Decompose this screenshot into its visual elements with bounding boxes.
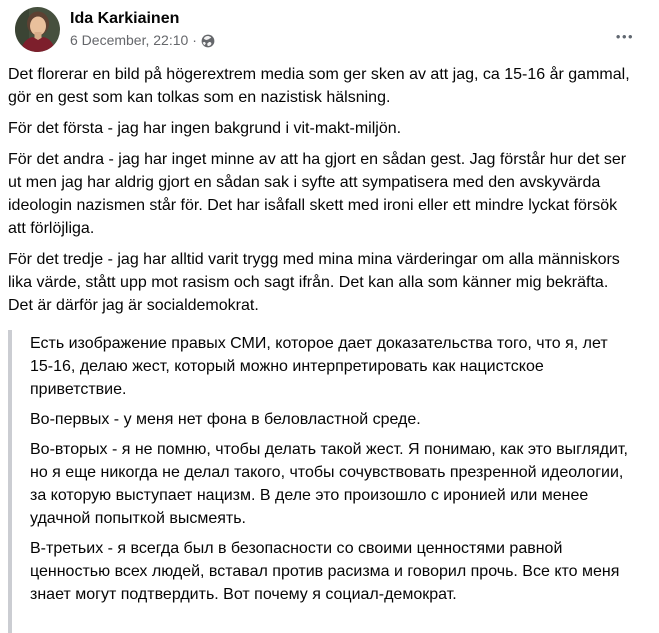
post-meta bbox=[70, 31, 215, 50]
translation-quote-block bbox=[8, 330, 635, 633]
post-paragraph: Det florerar en bild på högerextrem media som ger sken av att jag, ca 15-16 år gammal, gör en gest som kan tolkas som en nazistisk hälsning. bbox=[8, 66, 630, 106]
timestamp[interactable]: 6 December, 22:10 bbox=[70, 32, 189, 48]
quote-paragraph: Во-первых - у меня нет фона в беловластной среде. bbox=[30, 411, 421, 428]
quote-paragraph: В-третьих - я всегда был в безопасности со своими ценностями равной ценностью всех людей, вставал против расизма и говорил прочь. Все кто меня знает могут подтвердить. Вот почему я социал-демократ. bbox=[30, 540, 620, 603]
avatar-portrait-image bbox=[15, 7, 60, 52]
post-paragraph: För det första - jag har ingen bakgrund i vit-makt-miljön. bbox=[8, 120, 402, 137]
quote-paragraph: Во-вторых - я не помню, чтобы делать такой жест. Я понимаю, как это выглядит, но я еще никогда не делал такого, чтобы сочувствовать презренной идеологии, за которую выступает нацизм. В деле это произошло с иронией или менее удачной попыткой высмеять. bbox=[30, 441, 628, 527]
post-paragraph: För det andra - jag har inget minne av att ha gjort en sådan gest. Jag förstår hur det ser ut men jag har aldrig gjort en sådan sak i syfte att sympatisera med den avskyvärda ideologin nazismen står för. Det har isåfall skett med ironi eller ett mindre lyckat försök att förlöjliga. bbox=[8, 151, 627, 237]
author-name[interactable]: Ida Karkiainen bbox=[70, 10, 180, 27]
quote-paragraph: Есть изображение правых СМИ, которое дает доказательства того, что я, лет 15-16, делаю жест, который можно интерпретировать как нацистское приветствие. bbox=[30, 335, 608, 398]
avatar[interactable] bbox=[15, 7, 60, 52]
meta-separator: · bbox=[192, 32, 197, 48]
more-options-button[interactable]: ••• bbox=[607, 19, 643, 55]
post-content bbox=[8, 63, 635, 317]
globe-public-icon bbox=[201, 34, 215, 48]
header-text bbox=[70, 7, 215, 50]
post-paragraph: För det tredje - jag har alltid varit trygg med mina mina värderingar om alla människors lika värde, stått upp mot rasism och sagt ifrån. Det kan alla som känner mig bekräfta. Det är därför jag är socialdemokrat. bbox=[8, 251, 620, 314]
post-header bbox=[8, 7, 635, 52]
